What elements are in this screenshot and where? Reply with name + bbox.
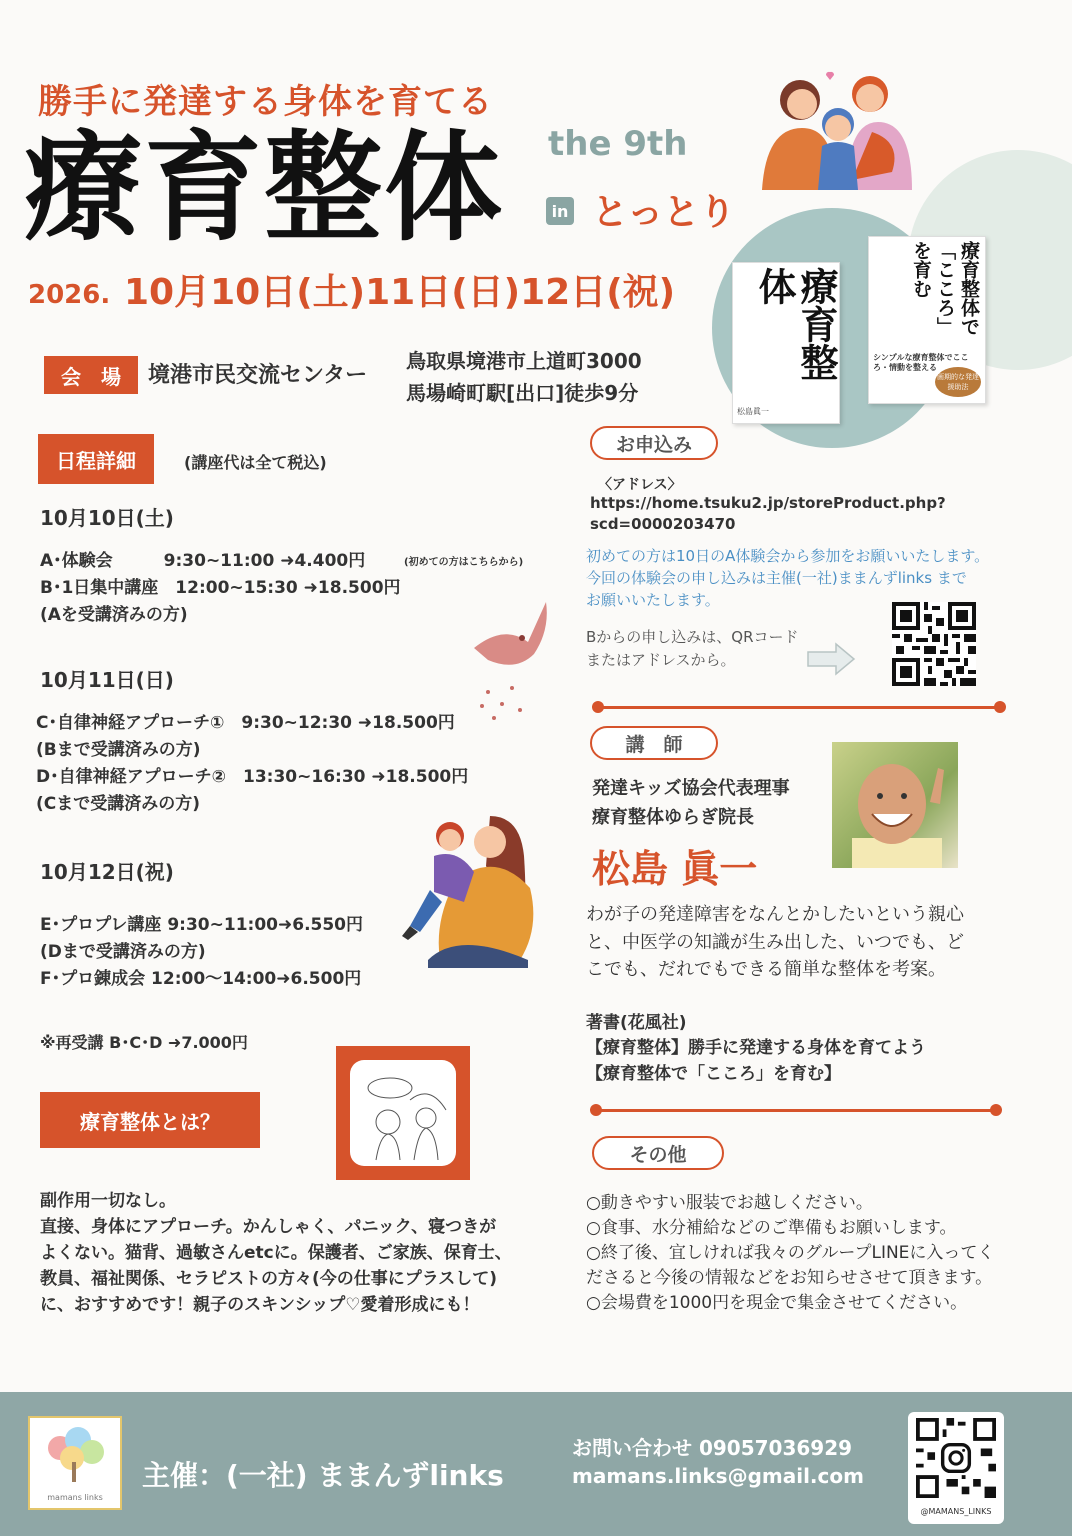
instructor-bio-2: と、中医学の知識が生み出した、いつでも、ど: [586, 932, 964, 953]
divider-1-right-dot: [994, 701, 1006, 713]
instagram-qr-icon: [916, 1418, 996, 1498]
footer: [0, 1392, 1072, 1536]
venue-tag: 会 場: [44, 356, 138, 394]
subtitle: 勝手に発達する身体を育てる: [38, 82, 493, 122]
sketch-image: [350, 1060, 456, 1166]
instructor-tag: 講 師: [590, 726, 718, 760]
about-line-2: 直接、身体にアプローチ。かんしゃく、パニック、寝つきが: [40, 1217, 497, 1237]
day3-line-e-note: (Dまで受講済みの方): [40, 942, 206, 962]
instructor-name: 松島 眞一: [592, 847, 758, 891]
other-line-3: ○終了後、宜しければ我々のグループLINEに入ってく: [586, 1243, 995, 1263]
venue-name: 境港市民交流センター: [148, 363, 368, 388]
day1-line-b: B･1日集中講座 12:00~15:30 ➜18.500円: [40, 578, 401, 598]
instructor-books-label: 著書(花風社): [586, 1013, 687, 1033]
day1-line-b-note: (Aを受講済みの方): [40, 605, 188, 625]
linkedin-style-badge: in: [546, 197, 574, 225]
schedule-note: (講座代は全て税込): [184, 453, 327, 472]
day3-line-e: E･プロプレ講座 9:30~11:00➜6.550円: [40, 915, 364, 935]
organizer-logo: [28, 1416, 122, 1510]
about-tag: 療育整体とは？: [40, 1092, 260, 1148]
divider-1: [598, 706, 998, 709]
venue-address: 鳥取県境港市上道町3000: [406, 349, 642, 373]
other-tag: その他: [592, 1136, 724, 1170]
book1-author: 松島眞一: [737, 407, 769, 416]
family-illustration: [752, 62, 922, 192]
instructor-bio-1: わが子の発達障害をなんとかしたいという親心: [586, 904, 964, 925]
apply-note-1: 初めての方は10日のA体験会から参加をお願いいたします。: [586, 547, 990, 565]
day2-line-d-note: (Cまで受講済みの方): [36, 794, 201, 814]
day3-heading: 10月12日(祝): [40, 860, 174, 884]
about-line-3: よくない。猫背、過敏さんetcに。保護者、ご家族、保育士、: [40, 1243, 512, 1263]
schedule-tag: 日程詳細: [38, 434, 154, 484]
instructor-book-2: 【療育整体で「こころ」を育む】: [586, 1064, 841, 1084]
tree-logo-icon: [30, 1418, 120, 1488]
book-cover-1: [732, 262, 840, 424]
instructor-role-2: 療育整体ゆらぎ院長: [592, 807, 754, 828]
divider-1-left-dot: [592, 701, 604, 713]
day2-line-c-note: (Bまで受講済みの方): [36, 740, 201, 760]
book1-title: 療育整体: [752, 267, 838, 381]
day1-heading: 10月10日(土): [40, 506, 174, 530]
other-line-1: ○動きやすい服装でお越しください。: [586, 1193, 873, 1213]
day1-line-a: A･体験会 9:30~11:00 ➜4.400円: [40, 551, 366, 571]
sketch-drawing: [350, 1060, 456, 1166]
instructor-portrait: [832, 742, 958, 868]
apply-qr-text-1: Bからの申し込みは、QRコード: [586, 628, 799, 646]
instagram-qr-card[interactable]: [908, 1412, 1004, 1524]
apply-note-2: 今回の体験会の申し込みは主催(一社)ままんずlinks まで: [586, 569, 967, 587]
day2-line-c: C･自律神経アプローチ① 9:30~12:30 ➜18.500円: [36, 713, 455, 733]
contact-email[interactable]: mamans.links@gmail.com: [572, 1464, 864, 1488]
arrow-right-icon: [806, 642, 856, 676]
instructor-book-1: 【療育整体】勝手に発達する身体を育てよう: [586, 1038, 926, 1058]
bird-illustration: [468, 596, 558, 736]
apply-address-label: 〈アドレス〉: [598, 477, 682, 493]
apply-url-2[interactable]: scd=0000203470: [590, 515, 736, 533]
date-days: 10月10日(土)11日(日)12日(祝): [124, 272, 676, 313]
divider-2-right-dot: [990, 1104, 1002, 1116]
apply-qr-text-2: またはアドレスから。: [586, 651, 736, 669]
apply-note-3: お願いいたします。: [586, 591, 720, 609]
day2-heading: 10月11日(日): [40, 668, 174, 692]
date-year: 2026.: [28, 280, 111, 310]
organizer: 主催：(一社) ままんずlinks: [142, 1459, 504, 1492]
page-title: 療育整体: [24, 119, 505, 257]
book-cover-2: [868, 236, 986, 404]
apply-url-1[interactable]: https://home.tsuku2.jp/storeProduct.php?: [590, 494, 946, 512]
instructor-bio-3: こでも、だれでもできる簡単な整体を考案。: [586, 959, 946, 980]
venue-access: 馬場崎町駅[出口]徒歩9分: [406, 381, 639, 405]
book2-subtitle: シンプルな療育整体でこころ・情動を整える: [873, 353, 969, 372]
divider-2: [596, 1109, 996, 1112]
about-line-1: 副作用一切なし。: [40, 1191, 176, 1211]
day1-note-a: (初めての方はこちらから): [404, 557, 524, 568]
day3-line-f: F･プロ錬成会 12:00〜14:00➜6.500円: [40, 969, 362, 989]
qr-code-icon[interactable]: [892, 602, 976, 686]
about-line-4: 教員、福祉関係、セラピストの方々(今の仕事にプラスして): [40, 1269, 498, 1289]
location: とっとり: [592, 192, 736, 233]
retake-note: ※再受講 B･C･D ➜7.000円: [40, 1033, 248, 1052]
instructor-role-1: 発達キッズ協会代表理事: [592, 778, 790, 799]
book2-title: 療育整体で「こころ」を育む: [910, 241, 980, 336]
instructor-photo: [832, 742, 958, 868]
day2-line-d: D･自律神経アプローチ② 13:30~16:30 ➜18.500円: [36, 767, 469, 787]
sketch-image-frame: [336, 1046, 470, 1180]
logo-text: mamans links: [47, 1493, 103, 1502]
edition-label: the 9th: [548, 124, 688, 164]
contact-phone[interactable]: お問い合わせ 09057036929: [572, 1436, 853, 1460]
other-line-5: ○会場費を1000円を現金で集金させてください。: [586, 1293, 968, 1313]
about-line-5: に、おすすめです！親子のスキンシップ♡愛着形成にも！: [40, 1295, 480, 1315]
apply-tag: お申込み: [590, 426, 718, 460]
book2-badge: 画期的な発達援助法: [935, 367, 981, 397]
divider-2-left-dot: [590, 1104, 602, 1116]
instagram-handle: @MAMANS_LINKS: [920, 1507, 992, 1516]
other-line-4: ださると今後の情報などをお知らせさせて頂きます。: [586, 1268, 993, 1288]
mother-child-illustration: [398, 810, 548, 970]
other-line-2: ○食事、水分補給などのご準備もお願いします。: [586, 1218, 957, 1238]
